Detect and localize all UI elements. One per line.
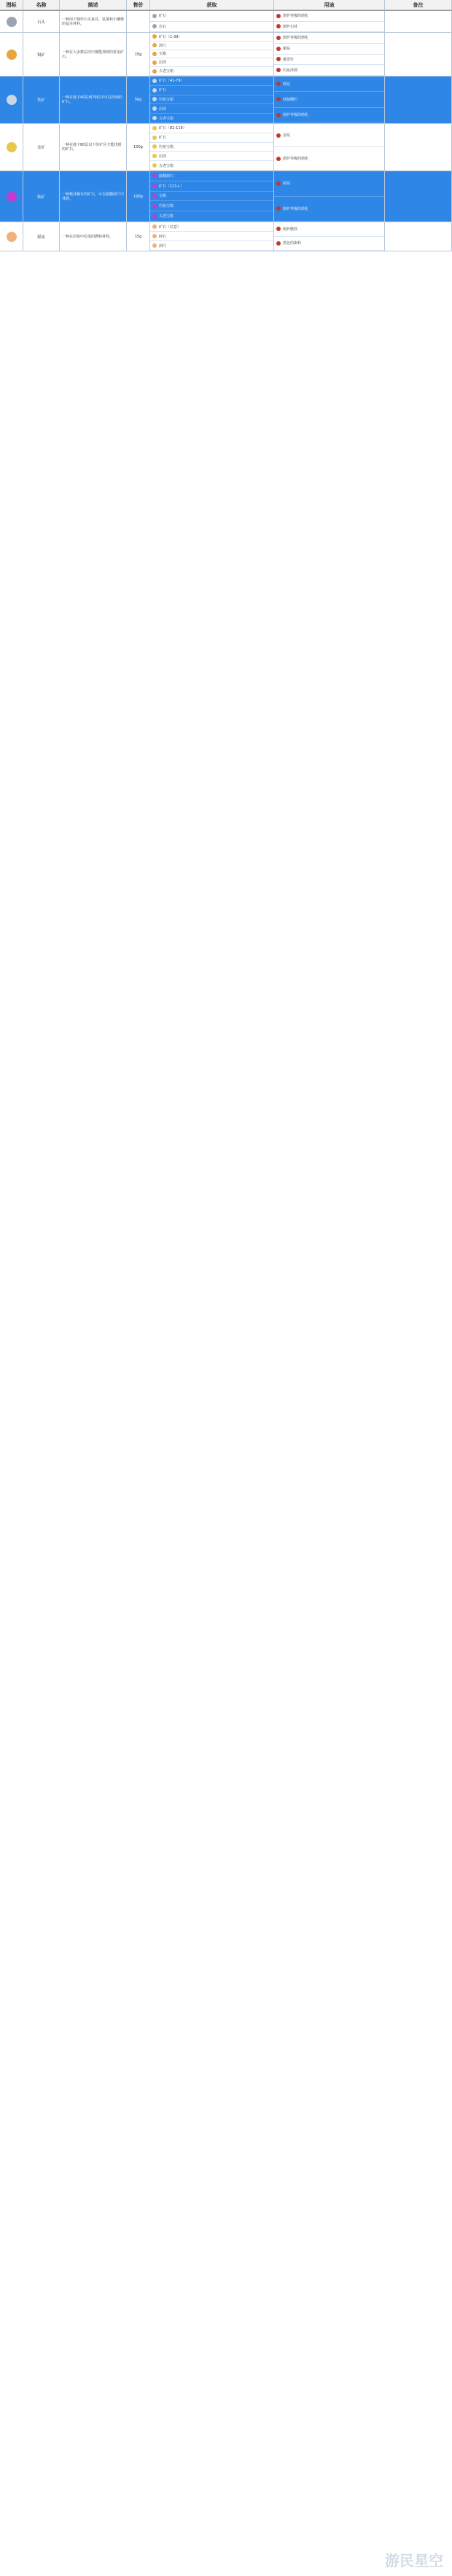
item-sources xyxy=(150,11,274,33)
source-icon xyxy=(152,234,157,238)
use-label: 黑色的染料 xyxy=(283,241,302,246)
item-note xyxy=(385,171,452,222)
source-icon xyxy=(152,214,157,219)
source-icon xyxy=(152,14,157,18)
source-entry xyxy=(150,171,273,181)
use-icon xyxy=(276,82,281,86)
use-label: 铁制栅栏 xyxy=(283,97,298,102)
source-entry xyxy=(150,95,273,105)
item-note xyxy=(385,222,452,251)
source-label: 沼泽 xyxy=(159,60,167,66)
item-icon xyxy=(7,95,17,105)
source-icon xyxy=(152,136,157,140)
item-icon xyxy=(7,232,17,242)
row-icon-cell xyxy=(0,222,23,251)
use-label: 熔炉燃料 xyxy=(283,227,298,232)
use-entry xyxy=(274,77,384,92)
source-entry xyxy=(150,86,273,95)
source-icon xyxy=(152,163,157,168)
table-row xyxy=(0,33,452,77)
source-entry xyxy=(150,211,273,222)
table-row xyxy=(0,222,452,251)
source-icon xyxy=(152,79,157,83)
use-icon xyxy=(276,133,281,138)
item-sources xyxy=(150,33,274,77)
header-name: 名称 xyxy=(23,0,60,10)
item-note xyxy=(385,77,452,124)
item-note xyxy=(385,124,452,171)
use-entry xyxy=(274,55,384,66)
use-label: 熔炉等级的熔化 xyxy=(283,157,309,161)
use-icon xyxy=(276,157,281,161)
use-label: 铜锭 xyxy=(283,47,291,52)
use-entry xyxy=(274,65,384,76)
use-entry xyxy=(274,92,384,107)
item-uses xyxy=(274,77,385,124)
source-label: 矿石 xyxy=(159,14,167,19)
use-icon xyxy=(276,206,281,211)
source-label: 矿石（任意） xyxy=(159,224,182,230)
source-entry xyxy=(150,114,273,123)
use-icon xyxy=(276,57,281,61)
source-entry xyxy=(150,232,273,241)
source-entry xyxy=(150,241,273,251)
source-icon xyxy=(152,194,157,198)
use-icon xyxy=(276,47,281,51)
use-label: 熔炉等级的熔化 xyxy=(283,113,309,118)
header-note: 备注 xyxy=(385,0,452,10)
item-description: 一种在冶炼中必需的燃料材料。 xyxy=(60,222,127,251)
use-entry xyxy=(274,22,384,33)
item-price: 15g xyxy=(127,222,150,251)
source-entry xyxy=(150,50,273,59)
source-label: 矿石（81-119） xyxy=(159,126,187,131)
use-entry xyxy=(274,222,384,237)
table-row xyxy=(0,124,452,171)
use-entry xyxy=(274,171,384,197)
source-entry xyxy=(150,33,273,42)
source-icon xyxy=(152,126,157,130)
use-icon xyxy=(276,241,281,246)
source-icon xyxy=(152,184,157,188)
table-header xyxy=(0,0,452,11)
use-icon xyxy=(276,68,281,72)
item-sources xyxy=(150,77,274,124)
source-icon xyxy=(152,224,157,229)
item-price: 100g xyxy=(127,171,150,222)
source-entry xyxy=(150,58,273,67)
item-icon xyxy=(7,50,17,60)
use-label: 熔炉等级的熔化 xyxy=(283,206,309,211)
header-use: 用途 xyxy=(274,0,385,10)
source-label: 古老宝箱 xyxy=(159,163,174,168)
row-icon-cell xyxy=(0,33,23,77)
table-row xyxy=(0,171,452,222)
source-label: 钓鱼宝箱 xyxy=(159,204,174,209)
item-note xyxy=(385,33,452,77)
source-label: 骷髅洞穴 xyxy=(159,173,174,179)
item-uses xyxy=(274,171,385,222)
source-label: 宝箱 xyxy=(159,52,167,57)
use-icon xyxy=(276,24,281,28)
source-label: 矿石（1-39） xyxy=(159,34,182,39)
item-uses xyxy=(274,222,385,251)
header-description: 描述 xyxy=(60,0,127,10)
source-label: 矿石（41-79） xyxy=(159,79,184,84)
source-icon xyxy=(152,154,157,158)
use-label: 钓鱼浮漂 xyxy=(283,68,298,73)
item-sources xyxy=(150,222,274,251)
item-note xyxy=(385,11,452,33)
row-icon-cell xyxy=(0,124,23,171)
source-label: 矿石 xyxy=(159,88,167,93)
item-price xyxy=(127,11,150,33)
table-row xyxy=(0,77,452,124)
source-entry xyxy=(150,22,273,33)
item-description: 一种在地下40层到79层中可以找到的矿石。 xyxy=(60,77,127,124)
item-name: 石头 xyxy=(23,11,60,33)
source-icon xyxy=(152,69,157,74)
use-entry xyxy=(274,197,384,222)
header-price: 售价 xyxy=(127,0,150,10)
source-entry xyxy=(150,11,273,22)
source-icon xyxy=(152,97,157,101)
source-label: 古老宝箱 xyxy=(159,214,174,219)
source-icon xyxy=(152,144,157,149)
source-icon xyxy=(152,173,157,178)
source-icon xyxy=(152,88,157,93)
source-entry xyxy=(150,42,273,50)
item-description: 一种极其稀有的矿石，可在骷髅洞穴中找到。 xyxy=(60,171,127,222)
source-entry xyxy=(150,67,273,76)
use-label: 避雷针 xyxy=(283,57,295,62)
source-icon xyxy=(152,43,157,47)
item-name: 金矿 xyxy=(23,124,60,171)
watermark: 游民星空 xyxy=(385,2552,443,2569)
source-icon xyxy=(152,24,157,28)
item-icon xyxy=(7,17,17,27)
table-row xyxy=(0,11,452,33)
source-label: 矿石（121+） xyxy=(159,184,184,189)
use-icon xyxy=(276,97,281,101)
item-uses xyxy=(274,11,385,33)
source-label: 洞穴 xyxy=(159,243,167,248)
use-icon xyxy=(276,36,281,40)
source-icon xyxy=(152,243,157,248)
use-entry xyxy=(274,44,384,55)
item-description: 一种在大多数层次中都能找到的常见矿石。 xyxy=(60,33,127,77)
source-label: 岩石 xyxy=(159,24,167,29)
use-label: 熔炉等级的熔化 xyxy=(283,36,309,41)
row-icon-cell xyxy=(0,77,23,124)
use-icon xyxy=(276,113,281,117)
source-icon xyxy=(152,106,157,111)
use-label: 熔炉等级的熔化 xyxy=(283,14,309,19)
source-label: 古老宝箱 xyxy=(159,116,174,121)
use-label: 熔炉石材 xyxy=(283,24,298,29)
source-entry xyxy=(150,143,273,152)
source-entry xyxy=(150,192,273,202)
header-icon: 图标 xyxy=(0,0,23,10)
source-label: 古老宝箱 xyxy=(159,69,174,74)
source-entry xyxy=(150,133,273,143)
source-icon xyxy=(152,34,157,39)
item-icon xyxy=(7,142,17,152)
use-icon xyxy=(276,14,281,18)
source-entry xyxy=(150,77,273,86)
item-price: 50g xyxy=(127,77,150,124)
source-icon xyxy=(152,116,157,120)
source-entry xyxy=(150,152,273,161)
use-label: 金锭 xyxy=(283,133,291,138)
use-entry xyxy=(274,11,384,22)
item-name: 铜矿 xyxy=(23,33,60,77)
use-entry xyxy=(274,124,384,147)
item-name: 铱矿 xyxy=(23,171,60,222)
source-entry xyxy=(150,104,273,114)
item-name: 铁矿 xyxy=(23,77,60,124)
source-label: 沼泽 xyxy=(159,106,167,111)
item-description: 一种用于制作石头家具、装备和小雕像的基本材料。 xyxy=(60,11,127,33)
source-icon xyxy=(152,204,157,208)
source-label: 碎石 xyxy=(159,234,167,239)
item-table xyxy=(0,0,452,251)
item-icon xyxy=(7,192,17,202)
use-icon xyxy=(276,181,281,186)
row-icon-cell xyxy=(0,171,23,222)
item-sources xyxy=(150,171,274,222)
item-sources xyxy=(150,124,274,171)
header-source: 获取 xyxy=(150,0,274,10)
use-label: 铱锭 xyxy=(283,181,291,187)
use-entry xyxy=(274,108,384,123)
item-uses xyxy=(274,33,385,77)
source-entry xyxy=(150,181,273,192)
source-icon xyxy=(152,52,157,56)
item-price: 15g xyxy=(127,33,150,77)
use-label: 铁锭 xyxy=(283,82,291,87)
use-entry xyxy=(274,147,384,171)
source-entry xyxy=(150,201,273,211)
item-uses xyxy=(274,124,385,171)
item-price: 100g xyxy=(127,124,150,171)
row-icon-cell xyxy=(0,11,23,33)
source-label: 宝箱 xyxy=(159,194,167,199)
item-description: 一种在地下80层以下的矿区才能找到的矿石。 xyxy=(60,124,127,171)
use-icon xyxy=(276,227,281,231)
source-label: 沼泽 xyxy=(159,154,167,159)
source-label: 洞穴 xyxy=(159,43,167,48)
source-label: 钓鱼宝箱 xyxy=(159,97,174,102)
source-label: 钓鱼宝箱 xyxy=(159,144,174,149)
source-label: 矿石 xyxy=(159,136,167,141)
source-icon xyxy=(152,60,157,65)
table-body xyxy=(0,11,452,251)
use-entry xyxy=(274,237,384,251)
source-entry xyxy=(150,222,273,232)
source-entry xyxy=(150,161,273,171)
source-entry xyxy=(150,124,273,133)
item-name: 煤炭 xyxy=(23,222,60,251)
use-entry xyxy=(274,33,384,44)
